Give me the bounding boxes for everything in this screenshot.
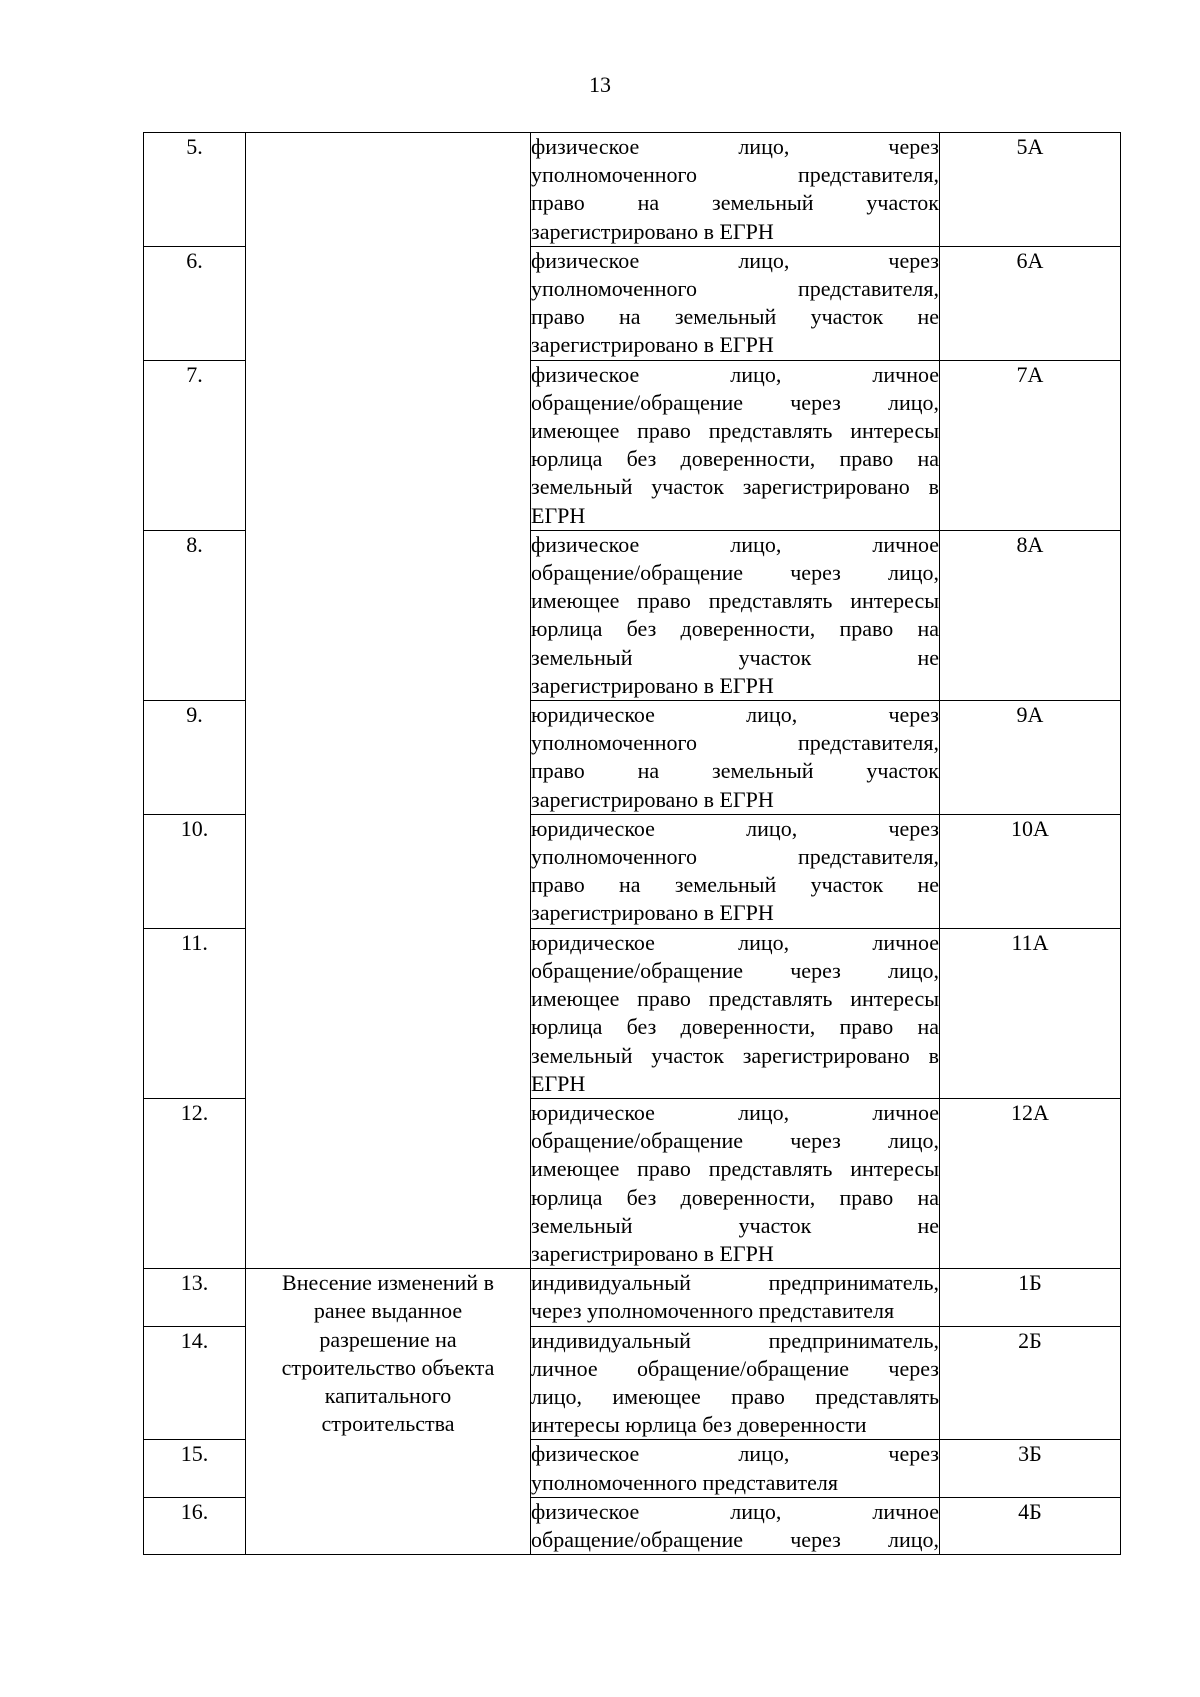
description-line: индивидуальный предприниматель,	[531, 1270, 939, 1296]
description-line: право на земельный участок не	[531, 304, 939, 330]
description-line: физическое лицо, личное	[531, 361, 939, 387]
applicant-description	[531, 1269, 940, 1326]
row-number: 10.	[144, 814, 246, 928]
variant-code: 4Б	[940, 1497, 1121, 1554]
variant-code: 11А	[940, 928, 1121, 1098]
description-line: имеющее право представлять интересы	[531, 418, 939, 444]
description-line: уполномоченного представителя,	[531, 162, 939, 188]
service-text-line: капитального	[324, 1382, 452, 1408]
description-line: зарегистрировано в ЕГРН	[531, 900, 774, 926]
description-line: обращение/обращение через лицо,	[531, 957, 939, 983]
applicant-description	[531, 133, 940, 247]
description-line: имеющее право представлять интересы	[531, 588, 939, 614]
variant-code: 12А	[940, 1098, 1121, 1268]
variant-code: 1Б	[940, 1269, 1121, 1326]
description-line: уполномоченного представителя,	[531, 276, 939, 302]
service-cell-empty	[246, 133, 531, 1269]
description-line: юридическое лицо, личное	[531, 1099, 939, 1125]
variant-code: 10А	[940, 814, 1121, 928]
row-number: 16.	[144, 1497, 246, 1554]
table-row	[144, 133, 1121, 247]
description-line: земельный участок не	[531, 644, 939, 670]
service-text-line: строительства	[321, 1411, 455, 1437]
service-text-line: ранее выданное	[313, 1298, 463, 1324]
variant-code: 8А	[940, 530, 1121, 700]
description-line: зарегистрировано в ЕГРН	[531, 672, 774, 698]
description-line: зарегистрировано в ЕГРН	[531, 332, 774, 358]
description-line: личное обращение/обращение через	[531, 1355, 939, 1381]
row-number: 13.	[144, 1269, 246, 1326]
applicant-description	[531, 1440, 940, 1497]
description-line: юридическое лицо, через	[531, 815, 939, 841]
description-line: зарегистрировано в ЕГРН	[531, 218, 774, 244]
description-line: юридическое лицо, через	[531, 702, 939, 728]
description-line: уполномоченного представителя	[531, 1469, 839, 1495]
description-line: зарегистрировано в ЕГРН	[531, 786, 774, 812]
row-number: 15.	[144, 1440, 246, 1497]
description-line: обращение/обращение через лицо,	[531, 1128, 939, 1154]
description-line: земельный участок зарегистрировано в	[531, 474, 939, 500]
row-number: 14.	[144, 1326, 246, 1440]
description-line: юрлица без доверенности, право на	[531, 616, 939, 642]
description-line: обращение/обращение через лицо,	[531, 560, 939, 586]
row-number: 9.	[144, 701, 246, 815]
applicant-description	[531, 701, 940, 815]
service-cell-amendment	[246, 1269, 531, 1555]
row-number: 12.	[144, 1098, 246, 1268]
description-line: физическое лицо, через	[531, 247, 939, 273]
description-line: право на земельный участок	[531, 190, 939, 216]
variant-code: 5А	[940, 133, 1121, 247]
description-line: юридическое лицо, личное	[531, 929, 939, 955]
service-text-line: Внесение изменений в	[282, 1270, 494, 1296]
description-line: зарегистрировано в ЕГРН	[531, 1240, 774, 1266]
description-line: право на земельный участок не	[531, 872, 939, 898]
service-text-line: разрешение на	[319, 1326, 457, 1352]
description-line: право на земельный участок	[531, 758, 939, 784]
applicant-description	[531, 928, 940, 1098]
description-line: земельный участок зарегистрировано в	[531, 1042, 939, 1068]
row-number: 7.	[144, 360, 246, 530]
applicant-description	[531, 1497, 940, 1554]
variant-code: 2Б	[940, 1326, 1121, 1440]
description-line: земельный участок не	[531, 1212, 939, 1238]
row-number: 11.	[144, 928, 246, 1098]
applicant-description	[531, 246, 940, 360]
row-number: 8.	[144, 530, 246, 700]
description-line: физическое лицо, личное	[531, 531, 939, 557]
row-number: 5.	[144, 133, 246, 247]
description-line: юрлица без доверенности, право на	[531, 1014, 939, 1040]
description-line: уполномоченного представителя,	[531, 730, 939, 756]
page-number: 13	[589, 72, 611, 97]
row-number: 6.	[144, 246, 246, 360]
description-line: юрлица без доверенности, право на	[531, 446, 939, 472]
description-line: лицо, имеющее право представлять	[531, 1383, 939, 1409]
variant-code: 6А	[940, 246, 1121, 360]
description-line: индивидуальный предприниматель,	[531, 1327, 939, 1353]
description-line: ЕГРН	[531, 1070, 586, 1096]
description-line: уполномоченного представителя,	[531, 844, 939, 870]
description-line: через уполномоченного представителя	[531, 1298, 895, 1324]
service-text-line: строительство объекта	[281, 1354, 495, 1380]
applicant-description	[531, 814, 940, 928]
description-line: юрлица без доверенности, право на	[531, 1184, 939, 1210]
description-line: интересы юрлица без доверенности	[531, 1412, 867, 1438]
variant-code: 3Б	[940, 1440, 1121, 1497]
description-line: имеющее право представлять интересы	[531, 1156, 939, 1182]
variant-code: 9А	[940, 701, 1121, 815]
applicant-description	[531, 1098, 940, 1268]
variant-code: 7А	[940, 360, 1121, 530]
applicant-description	[531, 530, 940, 700]
description-line: физическое лицо, через	[531, 134, 939, 159]
table-row	[144, 1269, 1121, 1326]
applicant-description	[531, 360, 940, 530]
description-line: ЕГРН	[531, 502, 586, 528]
services-table	[143, 132, 1121, 1555]
applicant-description	[531, 1326, 940, 1440]
description-line: обращение/обращение через лицо,	[531, 389, 939, 415]
description-line: обращение/обращение через лицо,	[531, 1526, 939, 1552]
description-line: физическое лицо, через	[531, 1441, 939, 1467]
description-line: физическое лицо, личное	[531, 1498, 939, 1524]
description-line: имеющее право представлять интересы	[531, 986, 939, 1012]
